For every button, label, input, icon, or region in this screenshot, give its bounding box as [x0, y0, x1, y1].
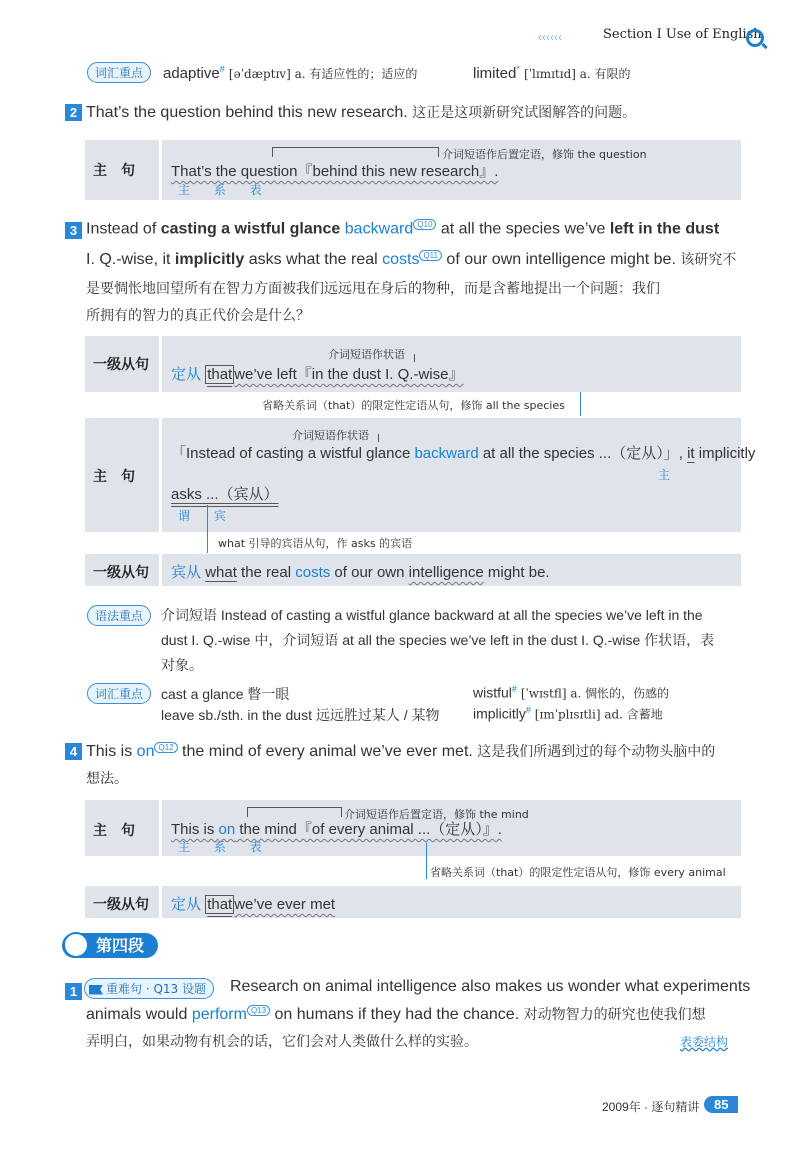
vocab-phrase-2: leave sb./sth. in the dust 远远胜过某人 / 某物 — [161, 707, 440, 723]
search-icon — [746, 29, 764, 47]
sentence-number: 3 — [65, 222, 82, 239]
sentence-3-cn-1: 是要惆怅地回望所有在智力方面被我们远远甩在身后的物种，而是含蓄地提出一个问题：我们 — [86, 281, 660, 297]
panel-label: 主 句 — [93, 163, 135, 179]
grammar-line-1: 介词短语 Instead of casting a wistful glance backward at all the species we’ve left in the — [161, 607, 703, 623]
panel-label: 一级从句 — [93, 897, 149, 913]
sentence-2-text: That’s the question behind this new research. 这正是这项新研究试图解答的问题。 — [86, 104, 637, 121]
sentence-number: 1 — [65, 983, 82, 1000]
page-number: 85 — [704, 1096, 738, 1113]
vocab-word-1: wistful# [ˈwɪstfl] a. 惆怅的，伤感的 — [473, 684, 670, 701]
sentence-number: 2 — [65, 104, 82, 121]
analysis-sentence: That’s the question『behind this new research』. — [171, 163, 499, 180]
analysis-sentence: 宾从 what the real costs of our own intelligence might be. — [171, 564, 550, 581]
section-heading: 第四段 — [62, 933, 158, 956]
header-title: Section I Use of English — [603, 27, 762, 42]
sentence-5-cn-2: 弄明白，如果动物有机会的话，它们会对人类做什么样的实验。 — [86, 1034, 478, 1050]
structure-link[interactable]: 表委结构 — [680, 1035, 729, 1049]
difficulty-tag: 重难句 · Q13 设题 — [84, 978, 214, 999]
vocab-tag: 词汇重点 — [87, 683, 151, 704]
analysis-sentence: This is on the mind『of every animal ...（定从）』. — [171, 821, 502, 838]
annotation-note: 省略关系词（that）的限定性定语从句，修饰 all the species — [262, 399, 565, 412]
sentence-3-line-1: Instead of casting a wistful glance backward $^{Q10}$ at all the species we’ve left in the dust — [86, 220, 720, 238]
grammar-line-3: 对象。 — [161, 657, 203, 673]
sentence-parts-label: 主 系 表 — [178, 840, 272, 854]
vocab-phrase-1: cast a glance 瞥一眼 — [161, 686, 290, 702]
footer-text: 2009年 · 逐句精讲 — [602, 1100, 700, 1114]
vocab-tag: 词汇重点 — [87, 62, 151, 83]
sentence-parts-label: 主 — [658, 468, 681, 482]
vocab-word-1: adaptive# [əˈdæptɪv] a. 有适应性的；适应的 — [163, 64, 418, 82]
annotation-note: 介词短语作状语 — [328, 348, 405, 361]
annotation-note: 省略关系词（that）的限定性定语从句，修饰 every animal — [430, 866, 726, 879]
grammar-tag: 语法重点 — [87, 605, 151, 626]
panel-label: 一级从句 — [93, 357, 149, 373]
analysis-sentence: 定从 that we’ve left『in the dust I. Q.-wise』 — [171, 366, 464, 383]
sentence-3-cn-2: 所拥有的智力的真正代价会是什么？ — [86, 308, 310, 324]
flag-icon — [89, 985, 103, 995]
magnifier-icon — [63, 932, 89, 958]
annotation-note: 介词短语作后置定语，修饰 the question — [442, 148, 647, 161]
annotation-note: 介词短语作状语 — [292, 429, 369, 442]
header-arrows: ‹‹‹‹‹‹ — [538, 30, 562, 44]
analysis-sentence: 「Instead of casting a wistful glance backward at all the species ...（定从）」, it implicitly — [171, 445, 756, 462]
sentence-5-line-1: Research on animal intelligence also makes us wonder what experiments — [230, 978, 751, 995]
panel-label: 一级从句 — [93, 565, 149, 581]
panel-label: 主 句 — [93, 469, 135, 485]
panel-label: 主 句 — [93, 823, 135, 839]
sentence-3-line-2: I. Q.-wise, it implicitly asks what the real costs $^{Q11}$ of our own intelligence might be. 该研究不 — [86, 250, 737, 268]
vocab-word-2: limited* [ˈlɪmɪtɪd] a. 有限的 — [473, 64, 631, 82]
vocab-word-2: implicitly# [ɪmˈplɪsɪtli] ad. 含蓄地 — [473, 705, 663, 722]
analysis-sentence: 定从 that we’ve ever met — [171, 896, 336, 913]
sentence-number: 4 — [65, 743, 82, 760]
grammar-line-2: dust I. Q.-wise 中，介词短语 at all the species we’ve left in the dust I. Q.-wise 作状语，表 — [161, 632, 715, 648]
sentence-parts-label: 谓 宾 — [178, 509, 236, 523]
sentence-4-cn-2: 想法。 — [86, 771, 128, 787]
sentence-parts-label: 主 系 表 — [178, 183, 272, 197]
analysis-sentence: asks ...（宾从） — [171, 486, 279, 503]
sentence-5-line-2: animals would perform $^{Q13}$ on humans if they had the chance. 对动物智力的研究也使我们想 — [86, 1005, 706, 1023]
annotation-note: 介词短语作后置定语，修饰 the mind — [344, 808, 529, 821]
annotation-note: what 引导的宾语从句，作 asks 的宾语 — [218, 537, 413, 550]
sentence-4-line-1: This is on $^{Q12}$ the mind of every animal we’ve ever met. 这是我们所遇到过的每个动物头脑中的 — [86, 742, 716, 760]
